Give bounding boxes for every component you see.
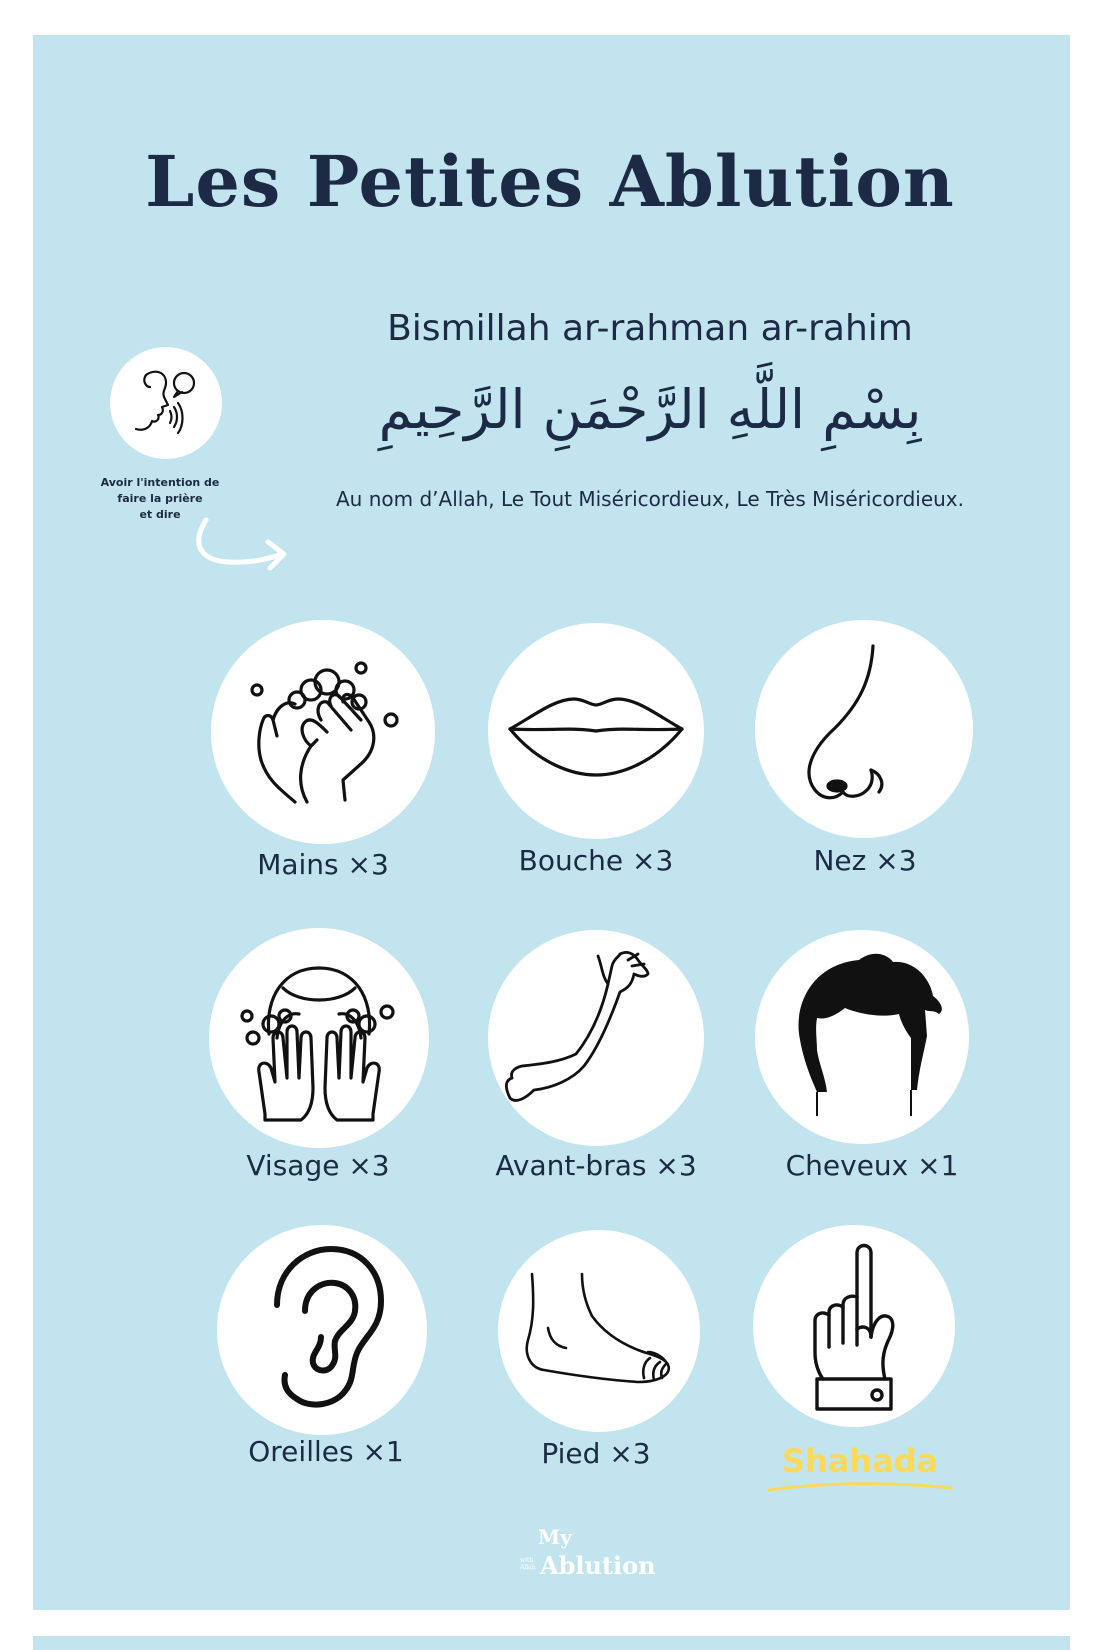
intention-line-1: Avoir l'intention de [100,476,220,489]
step-mains-circle [211,620,435,844]
logo-line-1: My [538,1525,572,1549]
shahada-label: Shahada [781,1442,939,1480]
page-title: Les Petites Ablution [145,140,955,223]
ear-icon [217,1225,427,1435]
curved-arrow-icon [188,512,298,592]
step-label: Pied ×3 [541,1437,651,1470]
step-label: Oreilles ×1 [248,1435,404,1468]
washing-hands-icon [211,620,435,844]
intention-line-3: et dire [139,508,181,521]
logo-small-2: Allah [520,1564,536,1571]
step-label: Bouche ×3 [518,844,674,877]
step-nez-circle [755,620,973,838]
bottom-strip [33,1636,1070,1650]
bismillah-arabic: بِسْمِ اللَّهِ الرَّحْمَنِ الرَّحِيمِ [378,378,922,441]
step-visage-circle [209,928,429,1148]
bismillah-latin: Bismillah ar-rahman ar-rahim [387,308,913,349]
lips-icon [488,623,704,839]
washing-face-icon [209,928,429,1148]
step-label: Mains ×3 [257,848,389,881]
step-label: Avant-bras ×3 [495,1149,697,1182]
step-oreilles-circle [217,1225,427,1435]
intention-circle [110,347,222,459]
raised-index-finger-icon [753,1225,955,1427]
nose-icon [755,620,973,838]
step-label: Visage ×3 [246,1149,390,1182]
step-pied-circle [498,1230,700,1432]
step-label: Nez ×3 [813,844,917,877]
foot-icon [498,1230,700,1432]
step-bouche-circle [488,623,704,839]
step-label: Cheveux ×1 [785,1149,959,1182]
forearm-icon [488,930,704,1146]
step-cheveux-circle [755,930,969,1144]
bismillah-translation: Au nom d’Allah, Le Tout Miséricordieux, Le Très Miséricordieux. [336,487,964,511]
logo-line-2: Ablution [540,1551,656,1580]
intention-line-2: faire la prière [117,492,203,505]
step-avant-bras-circle [488,930,704,1146]
step-shahada-circle [753,1225,955,1427]
logo-small-text [520,1557,536,1571]
logo-small-1: with [520,1557,534,1564]
hair-icon [755,930,969,1144]
speaking-head-icon [110,347,222,459]
shahada-underline [765,1480,955,1494]
